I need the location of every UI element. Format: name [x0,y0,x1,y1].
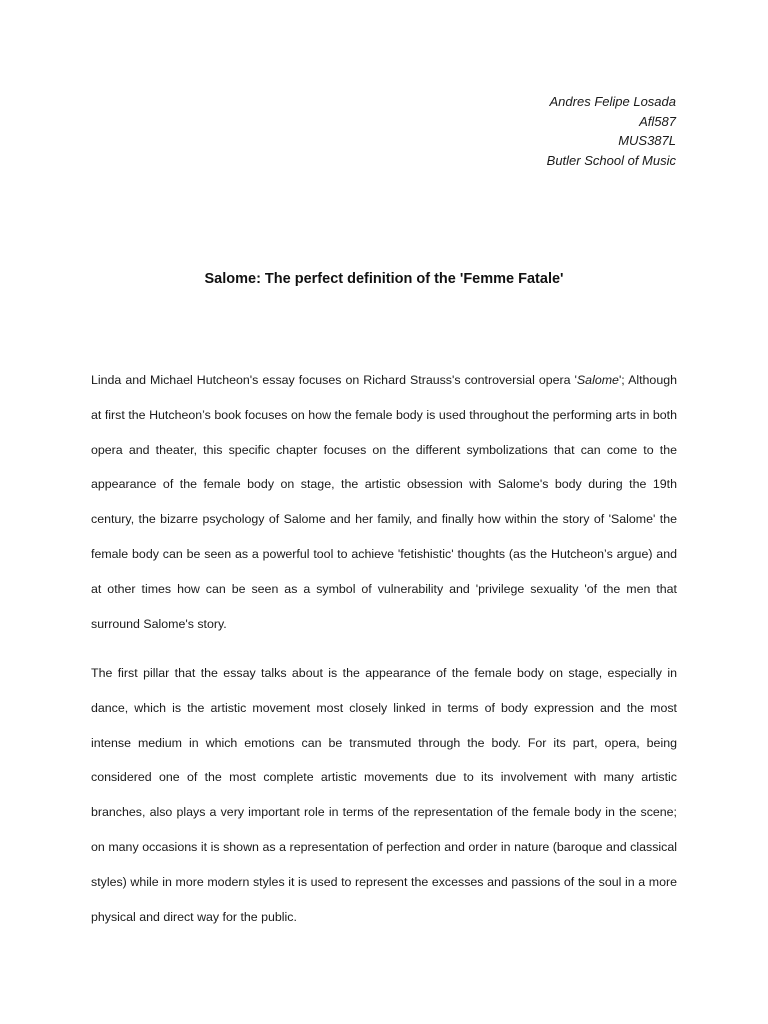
school-name: Butler School of Music [546,152,676,168]
student-id: Afl587 [639,113,676,129]
author-name: Andres Felipe Losada [549,94,676,109]
paragraph-1 [91,363,677,641]
course-code: MUS387L [618,133,676,148]
essay-title: Salome: The perfect definition of the 'Femme Fatale' [204,271,564,287]
paragraph-2: The first pillar that the essay talks about is the appearance of the female body on stage, especially in dance, which is the artistic movement most closely linked in terms of body expression and the most intense medium in which emotions can be transmuted through the body. For its part, opera, being considered one of the most complete artistic movements due to its involvement with many artistic branches, also plays a very important role in terms of the representation of the female body in the scene; on many occasions it is shown as a representation of perfection and order in nature (baroque and classical styles) while in more modern styles it is used to represent the excesses and passions of the soul in a more physical and direct way for the public. [91,666,677,924]
author-header [547,92,676,170]
paragraph-1-text-end: '; Although at first the Hutcheon’s book focuses on how the female body is used throughout the performing arts in both opera and theater, this specific chapter focuses on the different symbolizations that can come to the appearance of the female body on stage, the artistic obsession with Salome's body during the 19th century, the bizarre psychology of Salome and her family, and finally how within the story of 'Salome' the female body can be seen as a powerful tool to achieve 'fetishistic' thoughts (as the Hutcheon’s argue) and at other times how can be seen as a symbol of vulnerability and 'privilege sexuality 'of the men that surround Salome's story. [91,373,677,631]
opera-title-italic: Salome [576,373,619,387]
paragraph-1-text-start: Linda and Michael Hutcheon's essay focuses on Richard Strauss's controversial opera ' [91,373,577,387]
